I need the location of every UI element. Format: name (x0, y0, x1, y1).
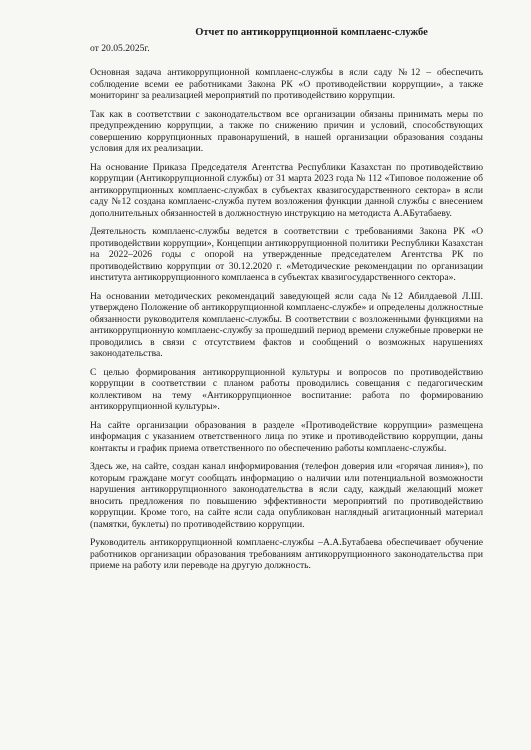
paragraph-website: На сайте организации образования в разделе «Противодействие коррупции» размещена информация с указанием ответственного лица по этике и противодействию коррупции, даны контакты и график приема ответственного по обеспечению работы комплаенс-службы. (90, 419, 483, 454)
paragraph-training: Руководитель антикоррупционной комплаенс-службы –А.А.Бутабаева обеспечивает обучение работников организации образования требованиям антикоррупционного законодательства при приеме на работу или переводе на другую должность. (90, 537, 483, 571)
document-date: от 20.05.2025г. (90, 43, 150, 54)
paragraph-activity: Деятельность комплаенс-службы ведется в соответствии с требованиями Закона РК «О противодействии коррупции», Концепции антикоррупционной политики Республики Казахстан на 2022–2026 годы с опорой на утвержденные председателем Агентства РК по противодействию коррупции от 30.12.2020 г. «Методические рекомендации по организации института антикоррупционного комплаенса в субъектах квазигосударственного сектора». (90, 226, 483, 283)
paragraph-recommendations: На основании методических рекомендаций заведующей ясли сада №12 Абилдаевой Л.Ш. утверждено Положение об антикоррупционной комплаенс-службе» и определены должностные обязанности руководителя комплаенс-службы. В соответствии с возложенными функциями на антикоррупционную комплаенс-службу за прошедший период времени служебные проверки не проводились в связи с отсутствием фактов и сообщений о возможных нарушениях законодательства. (90, 290, 483, 359)
paragraph-hotline: Здесь же, на сайте, создан канал информирования (телефон доверия или «горячая линия»), по которым граждане могут сообщать информацию о наличии или потенциальной возможности нарушения антикоррупционного законодательства в ясли саду, каждый желающий может вносить предложения по повышению эффективности мероприятий по противодействию коррупции. Кроме того, на сайте ясли сада опубликован наглядный агитационный материал (памятки, буклеты) по противодействию коррупции. (90, 461, 483, 530)
document-title: Отчет по антикоррупционной комплаенс-службе (195, 27, 428, 38)
paragraph-order: На основание Приказа Председателя Агентства Республики Казахстан по противодействию коррупции (Антикоррупционной службы) от 31 марта 2023 года № 112 «Типовое положение об антикоррупционных комплаенс-службах в субъектах квазигосударственного сектора» в ясли саду №12 создана комплаенс-служба путем возложения функции данной службы с внесением дополнительных обязанностей в должностную инструкцию на методиста А.АБутабаеву. (90, 161, 483, 219)
paragraph-legislation: Так как в соответствии с законодательством все организации обязаны принимать меры по предупреждению коррупции, а также по снижению причин и условий, способствующих совершению коррупционных правонарушений, в нашей организации образования созданы условия для их реализации. (90, 108, 483, 154)
paragraph-main-task: Основная задача антикоррупционной комплаенс-службы в ясли саду №12 – обеспечить соблюдение всеми ее работниками Закона РК «О противодействии коррупции», а также мониторинг за реализацией мероприятий по противодействию коррупции. (90, 67, 483, 101)
paragraph-culture: С целью формирования антикоррупционной культуры и вопросов по противодействию коррупции в соответствии с планом работы проводились совещания с педагогическим коллективом на тему «Антикоррупционное воспитание: работа по формированию антикоррупционной культуры». (90, 366, 483, 412)
